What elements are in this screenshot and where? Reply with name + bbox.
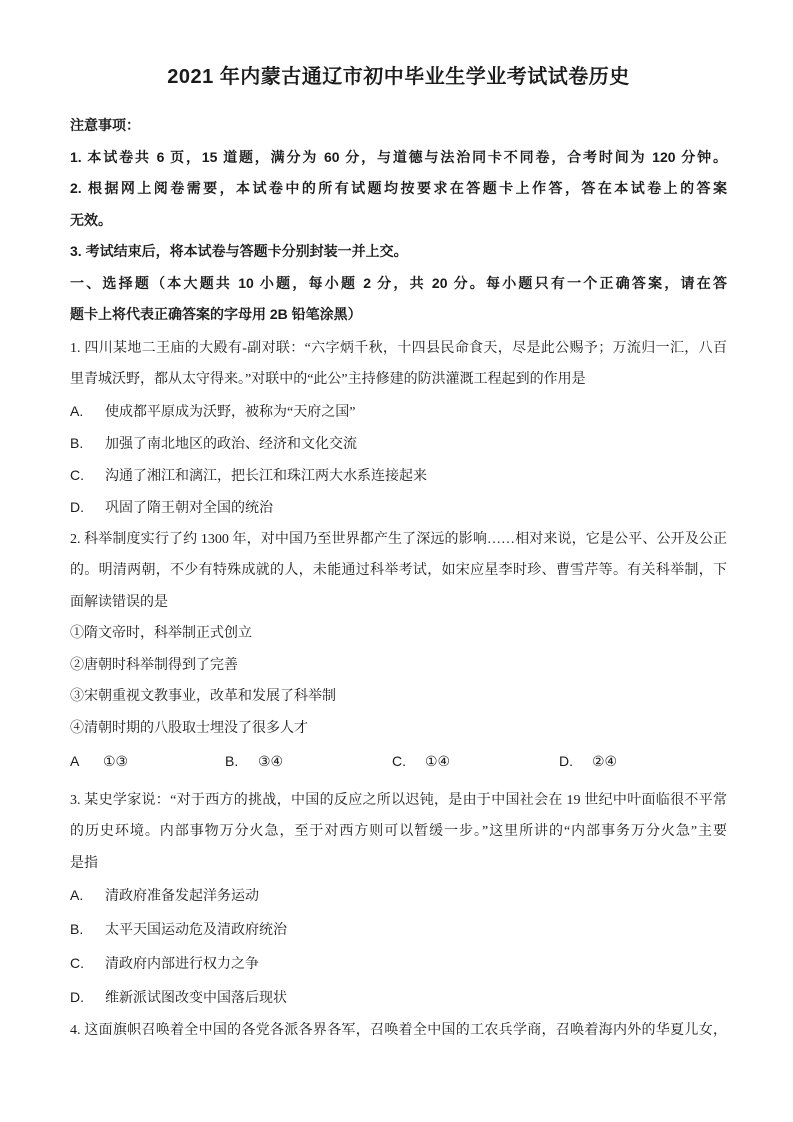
section-heading-multiple-choice	[70, 268, 727, 331]
statement-2: ②唐朝时科举制得到了完善	[70, 657, 238, 673]
option-text: 使成都平原成为沃野，被称为“天府之国”	[105, 404, 356, 420]
question-2-option-c	[392, 746, 559, 779]
notice-section	[70, 110, 727, 268]
question-1-options	[70, 396, 727, 524]
option-text: 维新派试图改变中国落后现状	[105, 991, 287, 1006]
option-text: ③④	[258, 755, 284, 770]
notice-item-1: 1. 本试卷共 6 页，15 道题，满分为 60 分，与道德与法治同卡不同卷，合考时间为 120 分钟。	[70, 148, 727, 165]
option-text: 清政府准备发起洋务运动	[105, 889, 259, 904]
option-text: ①③	[103, 755, 129, 770]
question-1-stem-line-1: 1. 四川某地二王庙的大殿有-副对联：“六字炳千秋，十四县民命食天，尽是此公赐予；万流归一汇，八百	[70, 340, 727, 356]
section-heading-line-1: 一、选择题（本大题共 10 小题，每小题 2 分，共 20 分。每小题只有一个正确答案，请在答	[70, 274, 727, 291]
question-2-options-row	[70, 746, 727, 779]
option-text: 清政府内部进行权力之争	[105, 957, 259, 972]
question-3-stem-line-2: 的历史环境。内部事物万分火急，至于对西方则可以暂缓一步。”这里所讲的“内部事务万分火急”主要	[70, 824, 727, 839]
option-text: 沟通了湘江和漓江，把长江和珠江两大水系连接起来	[105, 468, 427, 484]
question-3-options	[70, 879, 727, 1015]
notice-item-2-line-1: 2. 根据网上阅卷需要，本试卷中的所有试题均按要求在答题卡上作答，答在本试卷上的答案	[70, 180, 727, 196]
notice-item-3: 3. 考试结束后，将本试卷与答题卡分别封装一并上交。	[70, 243, 408, 259]
question-2-stem-line-1: 2. 科举制度实行了约 1300 年，对中国乃至世界都产生了深远的影响……相对来说，它是公平、公开及公正	[70, 531, 727, 547]
option-label: B.	[70, 921, 84, 937]
question-1-option-c	[70, 460, 727, 492]
option-label: D.	[559, 753, 573, 769]
question-3-option-c	[70, 947, 727, 981]
question-2-option-d	[559, 746, 727, 779]
notice-heading: 注意事项：	[70, 117, 140, 133]
question-1-option-b	[70, 428, 727, 460]
question-3-stem	[70, 785, 727, 880]
question-2-stem-line-3: 面解读错误的是	[70, 594, 168, 610]
question-4	[70, 1015, 727, 1047]
question-3-stem-line-3: 是指	[70, 855, 98, 871]
option-label: A.	[70, 402, 84, 419]
option-label: B.	[70, 434, 84, 451]
option-label: C.	[392, 753, 406, 769]
question-2-stem-line-2: 的。明清两朝，不少有特殊成就的人，未能通过科举考试，如宋应星李时珍、曹雪芹等。有关科举制，下	[70, 563, 727, 578]
question-2-option-a	[70, 746, 225, 779]
option-text: ②④	[592, 755, 618, 770]
question-2	[70, 524, 727, 779]
option-label: B.	[225, 753, 239, 769]
option-label: C.	[70, 466, 84, 483]
question-3-option-a	[70, 879, 727, 913]
question-1-option-a	[70, 396, 727, 428]
question-1-stem	[70, 333, 727, 396]
question-3-option-b	[70, 913, 727, 947]
question-2-stem	[70, 524, 727, 619]
question-1	[70, 333, 727, 524]
option-label: A.	[70, 887, 84, 903]
notice-item-2-line-2: 无效。	[70, 211, 112, 228]
question-3	[70, 785, 727, 1016]
question-1-option-d	[70, 492, 727, 524]
option-text: 巩固了隋王朝对全国的统治	[105, 500, 273, 516]
question-3-stem-line-1: 3. 某史学家说：“对于西方的挑战，中国的反应之所以迟钝，是由于中国社会在 19 世纪中叶面临很不平常	[70, 792, 727, 808]
notice-item-2	[70, 173, 727, 236]
question-1-stem-line-2: 里青城沃野，都从太守得来。”对联中的“此公”主持修建的防洪灌溉工程起到的作用是	[70, 372, 586, 387]
option-label: D.	[70, 498, 84, 515]
option-text: ①④	[425, 755, 451, 770]
option-text: 太平天国运动危及清政府统治	[105, 923, 287, 938]
question-3-option-d	[70, 981, 727, 1015]
page-title: 2021 年内蒙古通辽市初中毕业生学业考试试卷历史	[167, 66, 630, 88]
option-label: D.	[70, 989, 84, 1005]
question-2-option-b	[225, 746, 392, 779]
question-4-stem-line-1: 4. 这面旗帜召唤着全中国的各党各派各界各军，召唤着全中国的工农兵学商，召唤着海内外的华夏儿女，	[70, 1023, 727, 1038]
section-heading-line-2: 题卡上将代表正确答案的字母用 2B 铅笔涂黑）	[70, 306, 362, 322]
option-label: C.	[70, 955, 84, 971]
statement-3: ③宋朝重视文教事业，改革和发展了科举制	[70, 689, 336, 704]
option-label: A	[70, 753, 80, 769]
option-text: 加强了南北地区的政治、经济和文化交流	[105, 436, 357, 452]
statement-4: ④清朝时期的八股取士埋没了很多人才	[70, 720, 308, 736]
question-2-statements	[70, 618, 727, 744]
statement-1: ①隋文帝时，科举制正式创立	[70, 626, 252, 641]
